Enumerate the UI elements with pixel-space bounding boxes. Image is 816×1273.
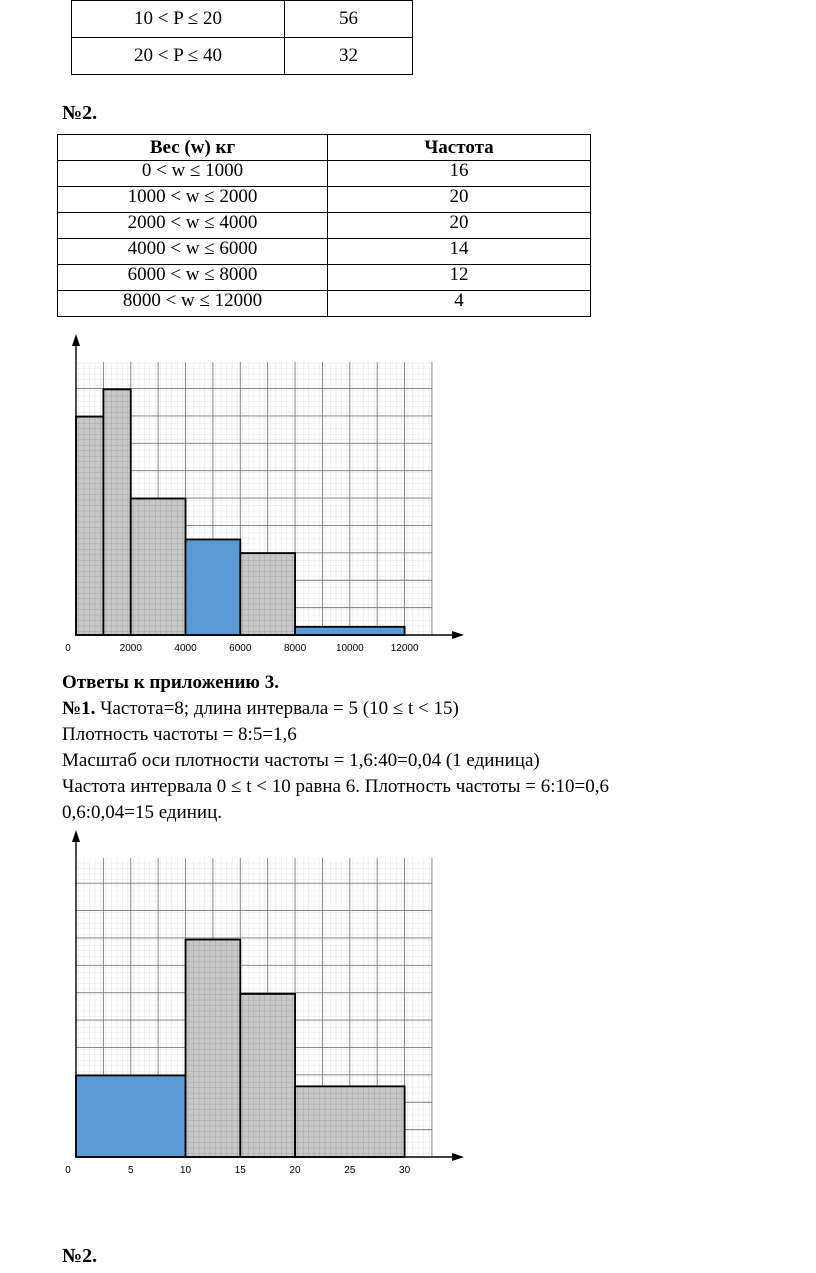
histogram-bar bbox=[295, 627, 405, 635]
weight-histogram-svg bbox=[40, 330, 470, 660]
histogram-bar bbox=[103, 389, 130, 635]
frequency-cell: 20 bbox=[328, 187, 591, 213]
frequency-cell: 56 bbox=[285, 1, 413, 38]
x-axis-arrow-icon bbox=[452, 631, 464, 639]
histogram-bar bbox=[240, 994, 295, 1157]
x-tick-label: 0 bbox=[65, 643, 71, 654]
footer-heading: №2. bbox=[62, 1245, 98, 1267]
weight-frequency-table bbox=[57, 134, 591, 317]
weight-histogram bbox=[40, 330, 470, 665]
frequency-cell: 32 bbox=[285, 38, 413, 75]
x-tick-label: 2000 bbox=[119, 643, 142, 654]
x-tick-label: 20 bbox=[289, 1165, 301, 1176]
interval-cell: 10 < P ≤ 20 bbox=[72, 1, 285, 38]
x-tick-label: 6000 bbox=[229, 643, 252, 654]
table-row bbox=[72, 1, 413, 38]
answer-line-3: Масштаб оси плотности частоты = 1,6:40=0,04 (1 единица) bbox=[62, 750, 540, 771]
table-row bbox=[58, 291, 591, 317]
frequency-cell: 12 bbox=[328, 265, 591, 291]
x-tick-label: 5 bbox=[127, 1165, 134, 1176]
weight-column-header: Вес (w) кг bbox=[58, 135, 328, 161]
table-row bbox=[72, 38, 413, 75]
interval-cell: 6000 < w ≤ 8000 bbox=[58, 265, 328, 291]
table-row bbox=[58, 265, 591, 291]
x-tick-label: 10 bbox=[179, 1165, 192, 1176]
y-axis-arrow-icon bbox=[72, 830, 80, 842]
frequency-cell: 4 bbox=[328, 291, 591, 317]
table-row bbox=[58, 161, 591, 187]
interval-cell: 0 < w ≤ 1000 bbox=[58, 161, 328, 187]
interval-cell: 2000 < w ≤ 4000 bbox=[58, 213, 328, 239]
x-tick-label: 0 bbox=[65, 1165, 71, 1176]
frequency-cell: 16 bbox=[328, 161, 591, 187]
top-frequency-table bbox=[71, 0, 413, 75]
x-tick-label: 4000 bbox=[174, 643, 197, 654]
x-tick-label: 25 bbox=[344, 1165, 356, 1176]
table-row bbox=[58, 187, 591, 213]
answer-1-label: №1. bbox=[62, 698, 96, 719]
time-histogram bbox=[40, 830, 470, 1185]
x-tick-label: 12000 bbox=[390, 643, 419, 654]
x-tick-label: 15 bbox=[234, 1165, 246, 1176]
x-tick-label: 10000 bbox=[335, 643, 364, 654]
answer-line-5: 0,6:0,04=15 единиц. bbox=[62, 802, 223, 823]
answer-line-2: Плотность частоты = 8:5=1,6 bbox=[62, 724, 297, 745]
time-histogram-svg bbox=[40, 830, 470, 1180]
interval-cell: 8000 < w ≤ 12000 bbox=[58, 291, 328, 317]
answer-line-1 bbox=[62, 696, 609, 722]
interval-cell: 20 < P ≤ 40 bbox=[72, 38, 285, 75]
table-header-row bbox=[58, 135, 591, 161]
frequency-column-header: Частота bbox=[328, 135, 591, 161]
table-row bbox=[58, 213, 591, 239]
y-axis-arrow-icon bbox=[72, 334, 80, 346]
x-tick-label: 30 bbox=[399, 1165, 411, 1176]
histogram-bar bbox=[240, 553, 295, 635]
x-tick-label: 8000 bbox=[283, 643, 307, 654]
answer-1-text: Частота=8; длина интервала = 5 (10 ≤ t < 15) bbox=[100, 698, 459, 719]
answer-line-4: Частота интервала 0 ≤ t < 10 равна 6. Плотность частоты = 6:10=0,6 bbox=[62, 776, 610, 797]
frequency-cell: 20 bbox=[328, 213, 591, 239]
section-2-heading: №2. bbox=[62, 102, 98, 124]
histogram-bar bbox=[131, 499, 186, 636]
histogram-bar bbox=[76, 417, 103, 635]
histogram-bar bbox=[76, 1075, 186, 1157]
interval-cell: 4000 < w ≤ 6000 bbox=[58, 239, 328, 265]
answers-block bbox=[62, 670, 609, 826]
frequency-cell: 14 bbox=[328, 239, 591, 265]
interval-cell: 1000 < w ≤ 2000 bbox=[58, 187, 328, 213]
table-row bbox=[58, 239, 591, 265]
histogram-bar bbox=[295, 1086, 405, 1157]
histogram-bar bbox=[186, 940, 241, 1157]
histogram-bar bbox=[186, 539, 241, 635]
answers-title: Ответы к приложению 3. bbox=[62, 672, 279, 693]
x-axis-arrow-icon bbox=[452, 1153, 464, 1161]
